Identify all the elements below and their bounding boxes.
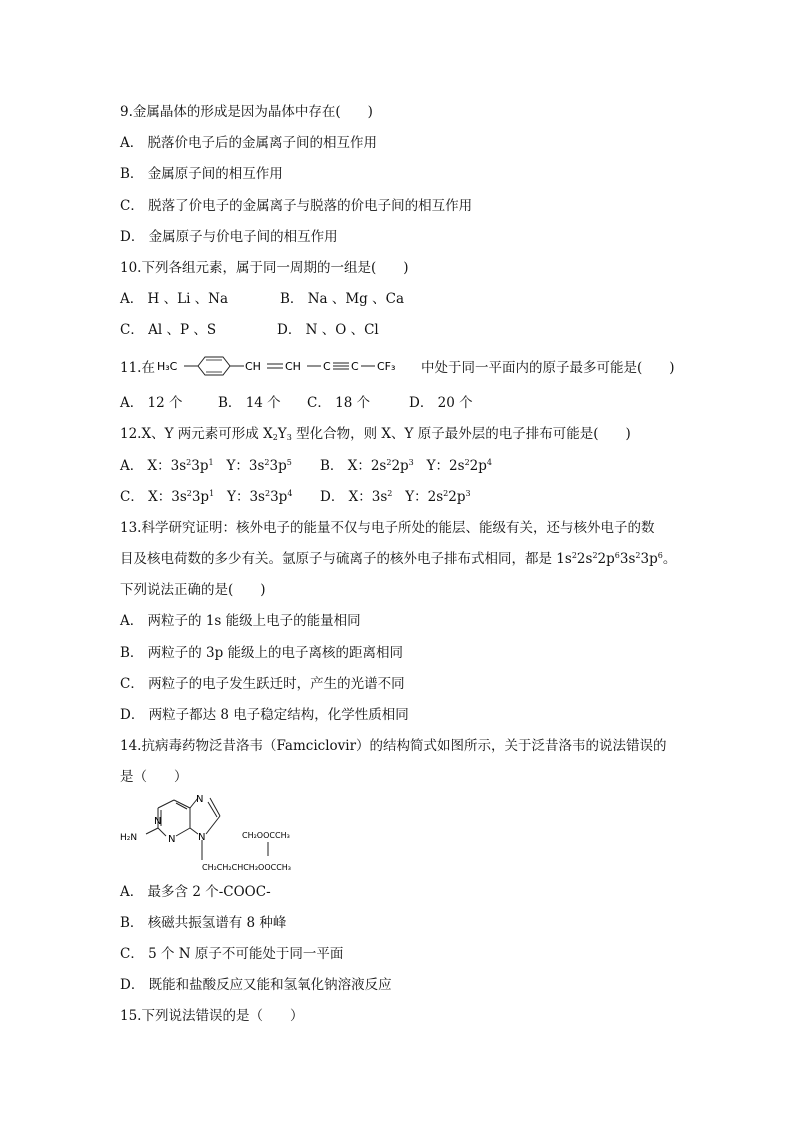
q12-stem-c: Y <box>277 426 287 442</box>
q14-option-c: C． 5 个 N 原子不可能处于同一平面 <box>120 946 344 962</box>
q11-stem <box>120 357 675 378</box>
q13-option-c: C． 两粒子的电子发生跃迁时，产生的光谱不同 <box>120 676 405 692</box>
q14-option-a: A． 最多含 2 个-COOC- <box>120 884 271 900</box>
q12-option-c: C． X：$3s^23p^1$ Y：$3s^23p^4$ <box>120 489 293 505</box>
struct-chain: CH₂CH₂CHCH₂OOCCH₃ <box>202 863 292 872</box>
q13-option-a: A． 两粒子的 1s 能级上电子的能量相同 <box>120 613 361 629</box>
q13-line1: 13.科学研究证明：核外电子的能量不仅与电子所处的能层、能级有关，还与核外电子的数 <box>120 520 655 536</box>
q15-stem: 15.下列说法错误的是（ ） <box>120 1008 304 1024</box>
q11-option-a: A． 12 个 <box>120 395 183 411</box>
struct-n-right: N <box>198 832 206 843</box>
formula-h3c: H₃C <box>156 360 178 373</box>
famciclovir-structure <box>118 790 318 882</box>
q12-stem-e: 型化合物，则 X、Y 原子最外层的电子排布可能是( ) <box>291 426 631 442</box>
q14-line2: 是（ ） <box>120 769 188 785</box>
q10-option-c: C． Al 、P 、S <box>120 322 217 338</box>
q12-option-d: D． X：$3s^2$ Y：$2s^22p^3$ <box>320 489 471 505</box>
formula-c1: C <box>322 360 331 373</box>
q12-sub-3: 3 <box>286 433 292 442</box>
struct-n-top: N <box>196 794 204 805</box>
q11-option-c: C． 18 个 <box>307 395 371 411</box>
q11-option-d: D． 20 个 <box>409 395 473 411</box>
q12-option-a: A． X：$3s^23p^1$ Y：$3s^23p^5$ <box>120 458 292 474</box>
q9-option-c: C． 脱落了价电子的金属离子与脱落的价电子间的相互作用 <box>120 198 473 214</box>
q13-option-b: B． 两粒子的 3p 能级上的电子离核的距离相同 <box>120 645 404 661</box>
q12-stem-a: 12.X、Y 两元素可形成 X <box>120 426 273 442</box>
q12-options-row2 <box>120 487 471 507</box>
q12-option-b: B． X：$2s^22p^3$ Y：$2s^22p^4$ <box>320 458 492 474</box>
formula-cf3: CF₃ <box>376 360 396 373</box>
q10-option-a: A． H 、Li 、Na <box>120 291 229 307</box>
q11-formula <box>155 357 421 377</box>
q12-stem <box>120 424 631 444</box>
q11-suffix: 中处于同一平面内的原子最多可能是( ) <box>420 360 675 376</box>
q10-option-b: B． Na 、Mg 、Ca <box>280 291 404 307</box>
formula-c2: C <box>350 360 359 373</box>
q11-options <box>120 393 473 413</box>
q11-prefix: 11.在 <box>120 360 155 376</box>
q13-line2: 目及核电荷数的多少有关。氩原子与硫离子的核外电子排布式相同，都是 $1s^22s^22p^63s^23p^6$。 <box>120 551 677 567</box>
q13-line3: 下列说法正确的是( ) <box>120 582 266 598</box>
struct-n-bottom: N <box>168 834 176 845</box>
q10-options-row2 <box>120 320 379 340</box>
q14-option-b: B． 核磁共振氢谱有 8 种峰 <box>120 915 287 931</box>
q14-option-d: D． 既能和盐酸反应又能和氢氧化钠溶液反应 <box>120 977 392 993</box>
q9-option-a: A． 脱落价电子后的金属离子间的相互作用 <box>120 135 378 151</box>
q11-option-b: B． 14 个 <box>218 395 281 411</box>
struct-n-left: N <box>154 816 162 827</box>
q9-option-d: D． 金属原子与价电子间的相互作用 <box>120 229 338 245</box>
struct-ch2oocch3: CH₂OOCCH₃ <box>242 831 290 840</box>
q12-sub-2: 2 <box>272 433 278 442</box>
formula-ch2: CH <box>284 360 301 373</box>
struct-h2n: H₂N <box>120 833 138 843</box>
q14-line1: 14.抗病毒药物泛昔洛韦（Famciclovir）的结构简式如图所示，关于泛昔洛韦的说法错误的 <box>120 738 667 754</box>
q10-options-row1 <box>120 289 404 309</box>
q12-options-row1 <box>120 456 492 476</box>
formula-ch1: CH <box>244 360 261 373</box>
q10-option-d: D． N 、O 、Cl <box>277 322 379 338</box>
q9-stem: 9.金属晶体的形成是因为晶体中存在( ) <box>120 104 373 120</box>
q13-option-d: D． 两粒子都达 8 电子稳定结构，化学性质相同 <box>120 707 409 723</box>
q10-stem: 10.下列各组元素，属于同一周期的一组是( ) <box>120 260 409 276</box>
q9-option-b: B． 金属原子间的相互作用 <box>120 166 283 182</box>
q11-formula-svg <box>155 354 421 380</box>
